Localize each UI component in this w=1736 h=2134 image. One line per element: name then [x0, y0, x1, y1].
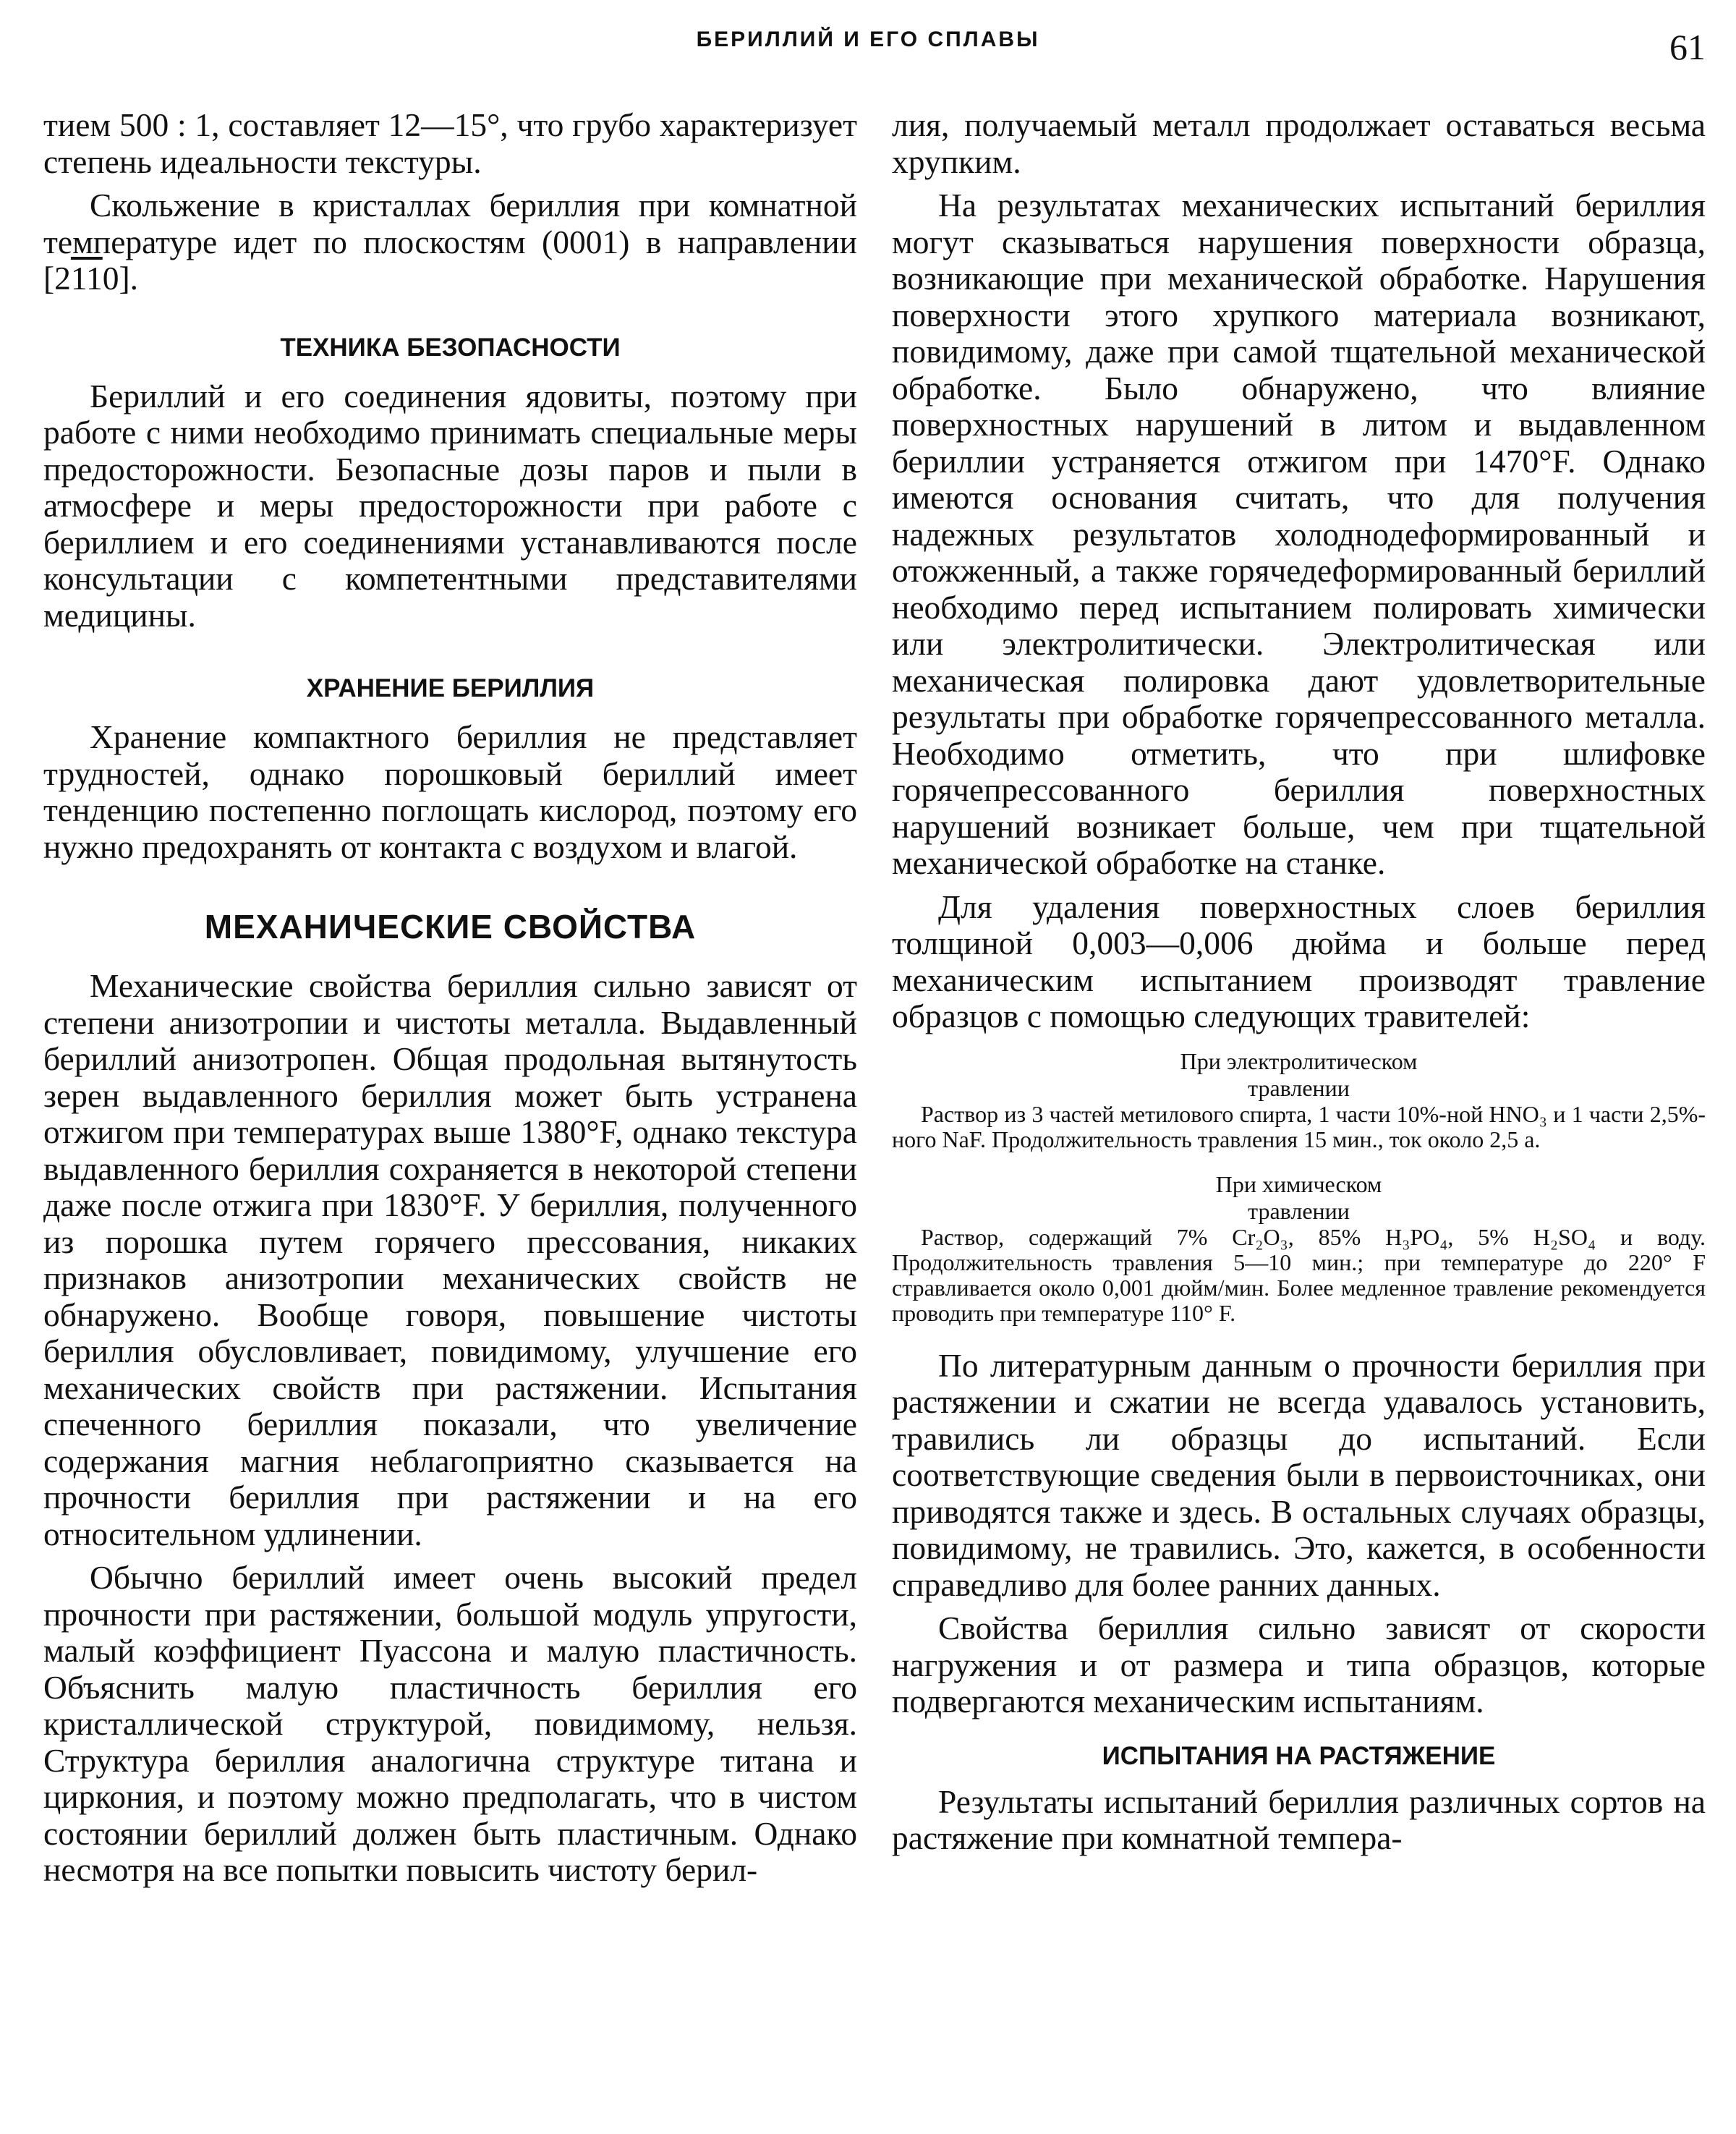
section-heading-safety: ТЕХНИКА БЕЗОПАСНОСТИ	[280, 333, 621, 362]
paragraph: На результатах механических испытаний бериллия могут сказываться нарушения поверхности образца, возникающие при механической обработке. Нарушения поверхности этого хрупкого материала возникают, повидимому, даже при самой тщательной механической обработке. Было обнаружено, что влияние поверхностных нарушений в литом и выдавленном бериллии устраняется отжигом при 1470°F. Однако имеются основания считать, что для получения надежных результатов холоднодеформированный и отожженный, а также горячедеформированный бериллий необходимо перед испытанием полировать химически или электролитически. Электролитическая или механическая полировка дают удовлетворительные результаты при обработке горячепрессованного металла. Необходимо отметить, что при шлифовке горячепрессованного бериллия поверхностных нарушений возникает больше, чем при тщательной механической обработке на станке.	[892, 187, 1706, 881]
paragraph: Результаты испытаний бериллия различных сортов на растяжение при комнатной темпера-	[892, 1782, 1706, 1856]
paragraph: Механические свойства бериллия сильно зависят от степени анизотропии и чистоты металла. Выдавленный бериллий анизотропен. Общая продольная вытянутость зерен выдавленного бериллия может быть устранена отжигом при температурах выше 1380°F, однако текстура выдавленного бериллия сохраняется в некоторой степени даже после отжига при 1830°F. У бериллия, полученного из порошка путем горячего прессования, никаких признаков анизотропии механических свойств не обнаружено. Вообще говоря, повышение чистоты бериллия обусловливает, повидимому, улучшение его механических свойств при растяжении. Испытания спеченного бериллия показали, что увеличение содержания магния неблагоприятно сказывается на прочности бериллия при растяжении и на его относительном удлинении.	[43, 967, 857, 1552]
paragraph: тием 500 : 1, составляет 12—15°, что грубо характеризует степень идеальности текстуры.	[43, 106, 857, 180]
etchant-description: Раствор, содержащий 7% Cr₂O₃, 85% H₃PO₄, 5% H₂SO₄ и воду. Продолжительность травления 5—10 мин.; при температуре до 220° F стравливается около 0,001 дюйм/мин. Более медленное травление рекомендуется проводить при температуре 110° F.	[892, 1223, 1706, 1326]
paragraph	[43, 187, 857, 297]
overlined-index: 1	[70, 260, 86, 297]
left-column	[43, 107, 857, 1889]
paragraph: Бериллий и его соединения ядовиты, поэтому при работе с ними необходимо принимать специальные меры предосторожности. Безопасные дозы паров и пыли в атмосфере и меры предосторожности при работе с бериллием и его соединениями устанавливаются после консультации с компетентными представителями медицины.	[43, 377, 857, 634]
paragraph: Хранение компактного бериллия не представляет трудностей, однако порошковый бериллий имеет тенденцию постепенно поглощать кислород, поэтому его нужно предохранять от контакта с воздухом и влагой.	[43, 718, 857, 865]
paragraph: Обычно бериллий имеет очень высокий предел прочности при растяжении, большой модуль упругости, малый коэффициент Пуассона и малую пластичность. Объяснить малую пластичность бериллия его кристаллической структурой, повидимому, нельзя. Структура бериллия аналогична структуре титана и циркония, и поэтому можно предполагать, что в чистом состоянии бериллий должен быть пластичным. Однако несмотря на все попытки повысить чистоту берил-	[43, 1559, 857, 1888]
overlined-index: 1	[85, 260, 103, 297]
etchant-electrolytic	[892, 1048, 1706, 1152]
paragraph: Для удаления поверхностных слоев бериллия толщиной 0,003—0,006 дюйма и больше перед механическим испытанием производят травление образцов с помощью следующих травителей:	[892, 888, 1706, 1034]
paragraph: Свойства бериллия сильно зависят от скорости нагружения и от размера и типа образцов, которые подвергаются механическим испытаниям.	[892, 1610, 1706, 1719]
section-heading-storage: ХРАНЕНИЕ БЕРИЛЛИЯ	[306, 674, 595, 702]
text-run: 0].	[102, 260, 138, 297]
etchant-heading: травлении	[1248, 1197, 1350, 1224]
text-run: Скольжение в кристаллах бериллия при комнатной температуре идет по плоскостям (0001) в направлении [2	[43, 187, 857, 297]
section-heading-tensile: ИСПЫТАНИЯ НА РАСТЯЖЕНИЕ	[1102, 1741, 1496, 1770]
etchant-description: Раствор из 3 частей метилового спирта, 1 части 10%-ной HNO₃ и 1 части 2,5%-ного NaF. Продолжительность травления 15 мин., ток около 2,5 а.	[892, 1100, 1706, 1152]
etchant-heading: При химическом	[1215, 1170, 1382, 1197]
paragraph: лия, получаемый металл продолжает оставаться весьма хрупким.	[892, 106, 1706, 180]
running-header: БЕРИЛЛИЙ И ЕГО СПЛАВЫ	[696, 27, 1040, 51]
etchant-heading: травлении	[1248, 1074, 1350, 1101]
page-number: 61	[1669, 27, 1706, 67]
etchant-heading: При электролитическом	[1180, 1047, 1418, 1074]
etchant-chemical	[892, 1171, 1706, 1326]
right-column	[892, 107, 1706, 1857]
chapter-heading-mechanical: МЕХАНИЧЕСКИЕ СВОЙСТВА	[204, 908, 697, 945]
paragraph: По литературным данным о прочности бериллия при растяжении и сжатии не всегда удавалось установить, травились ли образцы до испытаний. Если соответствующие сведения были в первоисточниках, они приводятся также и здесь. В остальных случаях образцы, повидимому, не травились. Это, кажется, в особенности справедливо для более ранних данных.	[892, 1346, 1706, 1603]
